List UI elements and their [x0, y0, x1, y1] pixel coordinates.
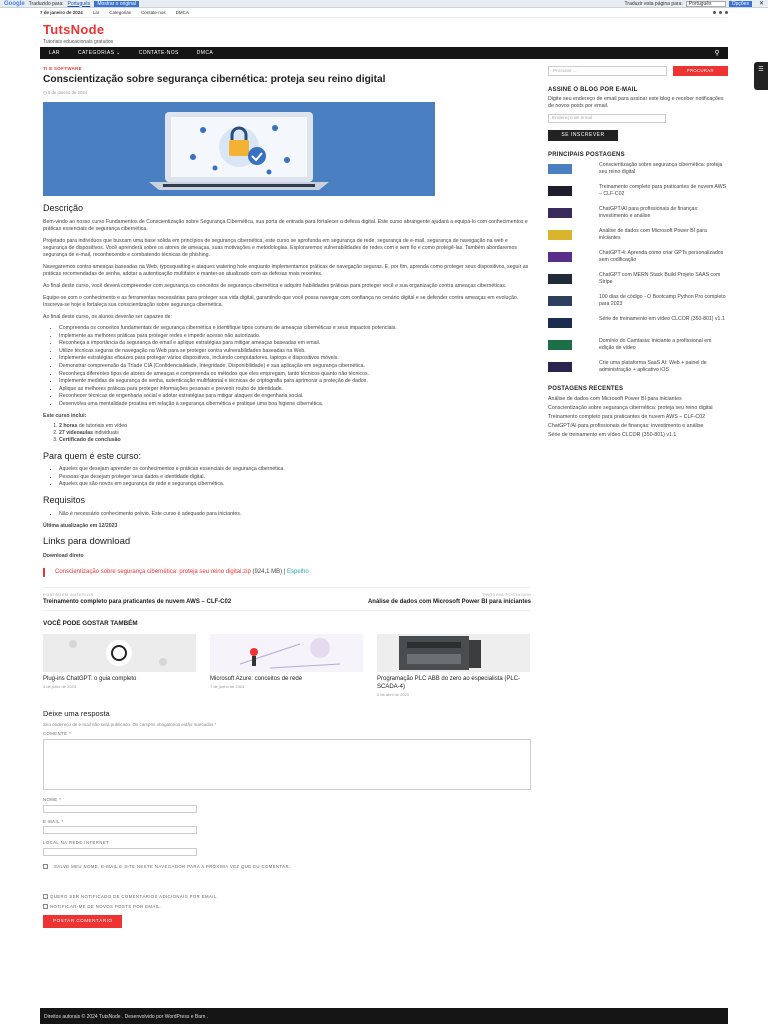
top-post-item[interactable] — [548, 184, 728, 203]
list-item: • Implemente estratégias eficazes para proteger vários dispositivos, incluindo computadores, laptops e dispositivos móveis. — [59, 355, 531, 362]
download-link[interactable]: Conscientização sobre segurança cibernética: proteja seu reino digital.zip — [55, 569, 251, 576]
top-post-title[interactable]: Série de treinamento em vídeo CLCOR (350-801) v1.1 — [599, 316, 725, 323]
plc-device-image — [377, 634, 530, 672]
notify-posts-checkbox[interactable] — [43, 904, 48, 909]
prev-label: POSTAGEM ANTERIOR — [43, 591, 94, 597]
direct-download-label: Download direto — [43, 553, 84, 560]
translate-page-label: Traduzir esta página para: — [624, 0, 683, 7]
email-input[interactable] — [43, 826, 197, 834]
search-input[interactable]: Procurar ... — [548, 66, 667, 76]
top-bar — [40, 8, 728, 18]
side-widget-button[interactable] — [754, 62, 768, 90]
related-title[interactable]: Plug-ins ChatGPT: o guia completo — [43, 675, 137, 682]
description-heading: Descrição — [43, 202, 84, 213]
main-nav — [40, 47, 728, 59]
top-post-thumb[interactable] — [548, 230, 572, 240]
google-logo: Google — [4, 0, 25, 7]
top-post-thumb[interactable] — [548, 252, 572, 262]
recent-posts-heading: POSTAGENS RECENTES — [548, 386, 624, 393]
top-post-item[interactable] — [548, 272, 728, 291]
top-link-home[interactable]: Lar — [92, 10, 100, 15]
save-info-label: SALVE MEU NOME, E-MAIL E SITE NESTE NAVEGADOR PARA A PRÓXIMA VEZ QUE EU COMENTAR. — [54, 864, 291, 869]
sidebar-search — [548, 66, 728, 76]
sidebar — [548, 66, 728, 439]
related-card[interactable] — [377, 634, 530, 698]
list-item — [59, 423, 531, 430]
top-date: 7 de janeiro de 2024 — [40, 10, 83, 15]
notify-posts-row — [43, 904, 531, 910]
list-item: • Desenvolva uma mentalidade proativa em relação à segurança cibernética e pratique uma boa higiene cibernética. — [59, 401, 531, 408]
related-date: 2 de abril de 2023 — [377, 691, 410, 697]
name-input[interactable] — [43, 805, 197, 813]
recent-posts — [548, 396, 728, 438]
next-post[interactable] — [311, 592, 531, 606]
related-card[interactable] — [43, 634, 196, 698]
recent-post-link[interactable]: Série de treinamento em vídeo CLCOR (350-801) v1.1 — [548, 431, 677, 438]
article — [43, 66, 531, 928]
related-thumb[interactable] — [43, 634, 196, 672]
notify-posts-label: NOTIFICAR-ME DE NOVOS POSTS POR EMAIL. — [50, 903, 162, 909]
list-item: • Pessoas que desejam proteger seus dados e identidade digital. — [59, 474, 531, 481]
top-post-item[interactable] — [548, 316, 728, 335]
email-label: E-MAIL * — [43, 818, 64, 824]
top-post-item[interactable] — [548, 294, 728, 313]
translated-to-label: Traduzido para: — [28, 0, 64, 7]
show-original-button[interactable]: Mostrar o original — [94, 1, 139, 7]
rss-icon[interactable] — [725, 11, 728, 14]
related-thumb[interactable] — [210, 634, 363, 672]
list-item: • Implemente medidas de segurança de senha, autenticação multifatorial e técnicas de criptografia para aprimorar a proteção de dados. — [59, 378, 531, 385]
list-item: • Aplique as melhores práticas para proteger informações pessoais e prevenir roubo de identidade. — [59, 386, 531, 393]
subscribe-button[interactable]: SE INSCREVER — [548, 130, 618, 141]
list-item: • Compreenda os conceitos fundamentais de segurança cibernética e identifique tipos comuns de ameaças cibernéticas e seus impactos potenciais. — [59, 325, 531, 332]
include-bold: 2 horas — [59, 423, 78, 430]
top-post-title[interactable]: Análise de dados com Microsoft Power BI para iniciantes — [599, 228, 707, 242]
chatgpt-logo-image — [43, 634, 196, 672]
subscribe-heading: ASSINE O BLOG POR E-MAIL — [548, 87, 638, 93]
next-title[interactable]: Análise de dados com Microsoft Power BI para iniciantes — [367, 598, 531, 605]
list-item: • Reconhecer técnicas de engenharia social e adotar estratégias para mitigar ataques de engenharia social. — [59, 393, 531, 400]
list-item — [59, 437, 531, 444]
comment-textarea[interactable] — [43, 739, 531, 790]
list-item: • Aqueles que são novos em segurança de rede e segurança cibernética. — [59, 481, 531, 488]
top-post-title[interactable]: ChatGPT com MERN Stack Build Projeto SAAS com Stripe — [599, 272, 721, 286]
audience-list — [59, 466, 531, 488]
top-post-title[interactable]: ChatGPT-4: Aprenda como criar GPTs personalizados sem codificação — [599, 250, 724, 264]
menu-icon: ☰ — [758, 67, 764, 73]
top-post-title[interactable]: Conscientização sobre segurança cibernética: proteja seu reino digital — [599, 162, 723, 176]
next-label: PRÓXIMA POSTAGEM — [482, 591, 531, 597]
top-post-item[interactable] — [548, 206, 728, 225]
paragraph: Bem-vindo ao nosso curso Fundamentos de Conscientização sobre Segurança Cibernética, sua porta de entrada para fortalecer a defesa digital. Este curso abrangente ajudará a equipá-lo com conhecimentos e práticas essenciais de segurança cibernética. — [43, 218, 528, 232]
language-select[interactable]: Português — [686, 1, 726, 7]
article-date-text: 5 de janeiro de 2024 — [47, 89, 88, 95]
recent-post-link[interactable]: ChatGPT/AI para profissionais de finanças: investimento e análise — [548, 422, 704, 429]
related-card[interactable] — [210, 634, 363, 698]
includes-list — [59, 423, 531, 444]
outcomes-list — [59, 325, 531, 408]
search-button[interactable]: PROCURAR — [673, 66, 728, 76]
nav-item-dmca[interactable]: DMCA — [196, 50, 214, 56]
related-title[interactable]: Programação PLC ABB do zero ao especialista (PLC-SCADA-4) — [377, 675, 521, 690]
twitter-icon[interactable] — [719, 11, 722, 14]
close-icon[interactable]: ✕ — [758, 1, 764, 7]
paragraph: Navegaremos contra ameaças baseadas na Web, typosquatting e ataques watering hole enquanto implementamos práticas de navegação seguras. E, por fim, aprenda como proteger seus dispositivos, seguir as práticas recomendadas de senha, adotar a autenticação multifator e manter-se atualizado com as defesas mais recentes. — [43, 263, 529, 277]
related-title[interactable]: Microsoft Azure: conceitos de rede — [210, 675, 303, 682]
related-date: 7 de junho de 2023 — [210, 683, 245, 689]
top-post-item[interactable] — [548, 162, 728, 181]
top-link-dmca[interactable]: DMCA — [175, 10, 189, 15]
subscribe-text: Digite seu endereço de email para assinar este blog e receber notificações de novos posts por email. — [548, 96, 724, 110]
subscribe-email-input[interactable]: Endereço de email — [548, 114, 666, 123]
comment-note: Seu endereço de e-mail não será publicado. Os campos obrigatórios estão marcados * — [43, 722, 217, 728]
download-row — [43, 568, 531, 576]
include-bold: 27 videoaulas — [59, 430, 94, 437]
site-tagline: Tutoriais educacionais gratuitos — [43, 39, 114, 45]
top-posts — [548, 162, 728, 382]
name-label: NOME * — [43, 796, 62, 802]
nav-item-contact[interactable]: CONTATE-NOS — [138, 50, 179, 56]
top-post-item[interactable] — [548, 228, 728, 247]
list-item: • Demonstrar compreensão da Tríade CIA (Confidencialidade, Integridade, Disponibilidade) e sua aplicação em segurança cibernética. — [59, 363, 531, 370]
article-date: ◷ 5 de janeiro de 2024 — [43, 89, 88, 95]
notify-comments-row — [43, 894, 531, 900]
translate-bar — [0, 0, 768, 8]
site-logo[interactable]: TutsNode — [43, 22, 105, 37]
top-post-title[interactable]: 100 dias de código - O Bootcamp Python Pro completo para 2023 — [599, 294, 726, 308]
top-post-thumb[interactable] — [548, 208, 572, 218]
list-item: • Reconheça diferentes tipos de atores de ameaças e compreenda os métodos que eles empregam, tanto técnicos quanto não técnicos. — [59, 371, 531, 378]
related-date: 4 de julho de 2023 — [43, 683, 76, 689]
page-title: Conscientização sobre segurança cibernética: proteja seu reino digital — [43, 74, 386, 86]
paragraph: Projetado para indivíduos que buscam uma base sólida em princípios de segurança cibernética, este curso se aprofunda em segurança de rede, segurança de e-mail, segurança de navegação na web e segurança de dispositivos. Você aprenderá sobre os atores de ameaças, suas motivações e metodologias. Exploraremos vulnerabilidades de redes com e sem fio e como protegê-las. Também abordaremos segurança de e-mail, reconhecendo e combatendo técnicas de phishing. — [43, 237, 517, 258]
list-item: • Aqueles que desejam aprender os conhecimentos e práticas essenciais de segurança cibernética. — [59, 466, 531, 473]
footer — [40, 1008, 728, 1024]
post-navigation — [43, 587, 531, 611]
mirror-link[interactable]: Espelho — [287, 569, 309, 576]
include-rest: individuais — [93, 430, 119, 437]
top-post-thumb[interactable] — [548, 296, 572, 306]
list-item: • Utilize técnicas seguras de navegação na Web para se proteger contra vulnerabilidades baseadas na Web. — [59, 348, 531, 355]
links-heading: Links para download — [43, 535, 131, 547]
last-updated: Última atualização em 12/2023 — [43, 522, 118, 529]
also-like-heading: VOCÊ PODE GOSTAR TAMBÉM — [43, 620, 138, 628]
paragraph: Ao final deste curso, você deverá compreender com segurança os conceitos de segurança cibernética e adquirir habilidades práticas para proteger você e sua organização contra ameaças cibernéticas. — [43, 282, 507, 289]
recent-post-link[interactable]: Treinamento completo para praticantes de nuvem AWS – CLF-C02 — [548, 414, 706, 421]
comment-heading: Deixe uma resposta — [43, 709, 110, 719]
download-size: (924,1 MB) | — [250, 569, 288, 576]
paragraph: Ao final deste curso, os alunos deverão ser capazes de: — [43, 313, 172, 320]
recent-post-link[interactable]: Análise de dados com Microsoft Power BI para iniciantes — [548, 396, 682, 403]
recent-post-link[interactable]: Conscientização sobre segurança cibernética: proteja seu reino digital — [548, 405, 713, 412]
top-link-contact[interactable]: Contate-nos — [141, 10, 166, 15]
audience-heading: Para quem é este curso: — [43, 451, 142, 462]
website-label: LOCAL NA REDE INTERNET — [43, 840, 110, 846]
requirements-heading: Requisitos — [43, 495, 86, 506]
includes-label: Este curso inclui: — [43, 413, 87, 420]
top-post-thumb[interactable] — [548, 340, 572, 350]
top-link-categories[interactable]: Categorias — [109, 10, 132, 15]
top-post-thumb[interactable] — [548, 362, 572, 372]
nav-item-categories[interactable]: CATEGORIAS ⌄ — [77, 50, 121, 56]
azure-network-image — [210, 634, 363, 672]
include-rest: de tutoriais em vídeo — [77, 423, 128, 430]
top-post-thumb[interactable] — [548, 186, 572, 196]
list-item — [59, 430, 531, 437]
related-thumb[interactable] — [377, 634, 530, 672]
top-post-item[interactable] — [548, 338, 728, 357]
footer-text: Direitos autorais © 2024 TutsNode . Desenvolvido por WordPress e Barn . — [44, 1014, 209, 1020]
social-icons — [713, 11, 728, 14]
hero-image — [43, 102, 435, 196]
top-post-title[interactable]: Treinamento completo para praticantes de nuvem AWS – CLF-C02 — [599, 184, 727, 198]
comment-form — [43, 709, 531, 927]
save-info-row — [43, 864, 531, 870]
facebook-icon[interactable] — [713, 11, 716, 14]
notify-comments-checkbox[interactable] — [43, 894, 48, 899]
nav-item-home[interactable]: LAR — [49, 50, 60, 56]
notify-comments-label: QUERO SER NOTIFICADO DE COMENTÁRIOS ADICIONAIS POR EMAIL. — [50, 893, 219, 899]
article-category[interactable]: TI E SOFTWARE — [43, 66, 82, 71]
prev-post[interactable] — [43, 592, 283, 606]
options-button[interactable]: Opções — [729, 1, 752, 7]
top-post-thumb[interactable] — [548, 164, 572, 174]
list-item: • Implemente as melhores práticas para proteger redes e impedir acesso não autorizado. — [59, 333, 531, 340]
related-posts — [43, 634, 531, 698]
website-input[interactable] — [43, 848, 197, 856]
comment-label: COMENTE * — [43, 731, 72, 737]
top-post-item[interactable] — [548, 250, 728, 269]
requirements-list — [59, 511, 531, 518]
top-posts-heading: PRINCIPAIS POSTAGENS — [548, 152, 625, 159]
include-bold: Certificado de conclusão — [59, 437, 121, 444]
top-post-title[interactable]: Domínio do Camtasia: iniciante a profissional em edição de vídeo — [599, 338, 712, 352]
top-post-title[interactable]: Crie uma plataforma SaaS AI: Web + painel de administração + aplicativo iOS — [599, 360, 707, 374]
top-post-thumb[interactable] — [548, 318, 572, 328]
laptop-illustration — [43, 102, 435, 196]
top-post-title[interactable]: ChatGPT/AI para profissionais de finanças: investimento e análise — [599, 206, 699, 220]
list-item: • Não é necessário conhecimento prévio. Este curso é adequado para iniciantes. — [59, 511, 531, 518]
top-post-thumb[interactable] — [548, 274, 572, 284]
post-comment-button[interactable]: POSTAR COMENTÁRIO — [43, 915, 122, 927]
site-brand — [43, 22, 113, 45]
save-info-checkbox[interactable] — [43, 864, 48, 869]
prev-title[interactable]: Treinamento completo para praticantes de nuvem AWS – CLF-C02 — [43, 598, 232, 605]
paragraph: Equipe-se com o conhecimento e as ferramentas necessárias para proteger sua vida digital, garantindo que você possa navegar com confiança no cenário digital e se defender contra ameaças em evolução. Inscreva-se hoje e fortaleça sua conscientização sobre segurança cibernética. — [43, 294, 519, 308]
target-language-link[interactable]: Português — [67, 0, 91, 7]
list-item: • Reconheça a importância da segurança do email e aplique estratégias para mitigar ameaças baseadas em email. — [59, 340, 531, 347]
top-post-item[interactable] — [548, 360, 728, 382]
search-icon[interactable]: ⚲ — [714, 50, 720, 57]
